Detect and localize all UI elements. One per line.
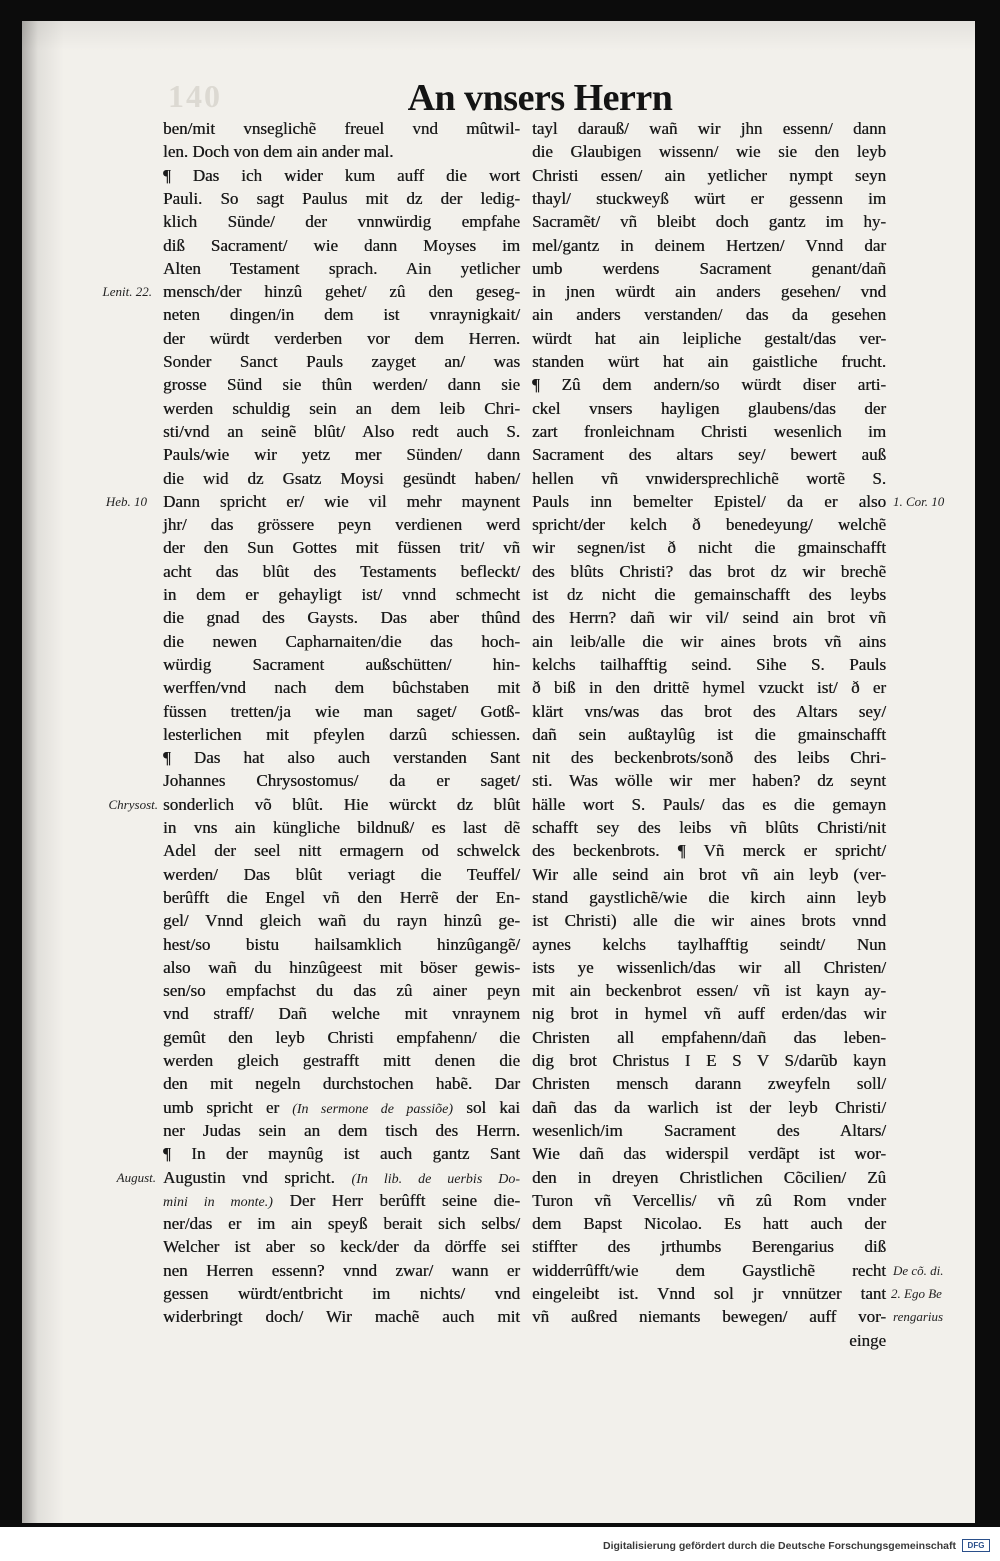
text-line: gessen würdt/entbricht im nichts/ vnd <box>163 1284 520 1303</box>
text-line: berûfft die Engel vñ den Herrẽ der En- <box>163 887 520 907</box>
text-line: klich Sünde/ der vnnwürdig empfahe <box>163 212 520 232</box>
text-line: dig brot Christus I E S V S/darũb kayn <box>532 1051 886 1070</box>
text-line: des Herrn? dañ wir vil/ seind ain brot vñ <box>532 608 886 628</box>
margin-note-chrysostom: Chrysost. <box>108 796 158 812</box>
margin-note-corinthians: 1. Cor. 10 <box>893 493 945 509</box>
margin-note-leviticus: Lenit. 22. <box>102 284 152 300</box>
text-line: dañ sein außtaylûg ist die gmainschafft <box>532 724 886 744</box>
text-segment: Der Herr berûfft seine die- <box>272 1190 521 1210</box>
text-line: sti. Was wölle wir mer haben? dz seynt <box>532 771 886 791</box>
text-line: Johannes Chrysostomus/ da er saget/ <box>163 771 520 791</box>
text-line: Pauli. So sagt Paulus mit dz der ledig- <box>163 188 520 208</box>
text-line: ist Christi) alle die wir aines brots vnnd <box>532 911 886 931</box>
text-line: sonderlich võ blût. Hie würckt dz blût <box>163 794 520 814</box>
footer <box>0 1527 1000 1561</box>
text-line: die gnad des Gaysts. Das aber thûnd <box>163 608 520 628</box>
text-line: also wañ du hinzûgeest mit böser gewis- <box>163 957 520 977</box>
text-line: Christen all empfahenn/dañ das leben- <box>532 1027 886 1047</box>
text-line: widderrûfft/wie dem Gaystlichẽ recht <box>532 1260 886 1280</box>
text-line: umb werdens Sacrament genant/dañ <box>532 258 886 278</box>
text-line: jhr/ das grössere peyn verdienen werd <box>163 515 520 535</box>
text-line: nig brot in hymel vñ auff erden/das wir <box>532 1004 886 1024</box>
inline-citation: (In sermone de passiõe) <box>292 1101 454 1117</box>
text-line: ben/mit vnseglichẽ freuel vnd mûtwil- <box>163 119 520 138</box>
text-line: tayl darauß/ wañ wir jhn essenn/ dann <box>532 119 886 138</box>
right-text-column <box>532 117 886 1357</box>
text-line: ner/das er im ain speyß berait sich selbs/ <box>163 1214 520 1234</box>
text-line: Turon vñ Vercellis/ vñ zû Rom vnder <box>532 1190 886 1210</box>
text-line: vñ außred niemants bewegen/ auff vor- <box>532 1307 886 1327</box>
text-line: nen Herren essenn? vnnd zwar/ wann er <box>163 1260 520 1280</box>
text-line: vnd straff/ Dañ welche mit vnraynem <box>163 1004 520 1024</box>
text-line: Dann spricht er/ wie vil mehr maynent <box>163 491 520 511</box>
text-line: standen würt hat ain gaistliche frucht. <box>532 352 886 371</box>
text-line: Pauls inn bemelter Epistel/ da er also <box>532 491 886 511</box>
text-line: werden/ Das blût veriagt die Teuffel/ <box>163 864 520 884</box>
text-line: Christen mensch darann zweyfeln soll/ <box>532 1074 886 1094</box>
text-line: ¶ Zû dem andern/so würdt diser arti- <box>532 375 886 395</box>
text-line: ists ye wissenlich/das wir all Christen/ <box>532 957 886 977</box>
text-line: die wid dz Gsatz Moysi gesündt haben/ <box>163 468 520 488</box>
margin-note-decretum: rengarius <box>893 1309 944 1325</box>
text-line: den mit negeln durchstochen habẽ. Dar <box>163 1074 520 1094</box>
text-line: hest/so bistu hailsamklich hinzûgangẽ/ <box>163 934 520 954</box>
dfg-logo: DFG <box>962 1539 990 1552</box>
text-line: diß Sacrament/ wie dann Moyses im <box>163 235 520 255</box>
text-line: spricht/der kelch ð benedeyung/ welchẽ <box>532 515 886 535</box>
margin-note-augustine: August. <box>116 1169 156 1185</box>
text-line: ¶ Das hat also auch verstanden Sant <box>163 748 520 768</box>
text-line: werden schuldig sein an dem leib Chri- <box>163 398 520 418</box>
show-through-folio-number: 140 <box>168 78 222 114</box>
text-line: ain leib/alle die wir aines brots vñ ains <box>532 631 886 651</box>
inline-citation: (In lib. de uerbis Do- <box>351 1171 521 1187</box>
text-line: Wie dañ das widerspil verdãpt ist wor- <box>532 1144 886 1164</box>
text-line: würdt hat ain leipliche gestalt/das ver- <box>532 328 886 348</box>
text-line: in vns ain küngliche bildnuß/ es last dẽ <box>163 818 520 837</box>
text-line: werden gleich gestrafft mitt denen die <box>163 1051 520 1070</box>
text-line <box>163 1166 520 1189</box>
inline-citation: mini in monte.) <box>163 1194 273 1210</box>
text-line: dañ das da warlich ist der leyb Christi/ <box>532 1097 886 1117</box>
text-line: sen/so empfachst du das zû ainer peyn <box>163 981 520 1001</box>
text-line: ner Judas sein an dem tisch des Herrn. <box>163 1120 520 1140</box>
text-line: ain anders verstanden/ das da gesehen <box>532 305 886 325</box>
text-line: ist dz nicht die gemainschafft des leybs <box>532 585 886 604</box>
text-line: stiffter des jrthumbs Berengarius diß <box>532 1237 886 1257</box>
text-line: Alten Testament sprach. Ain yetlicher <box>163 258 520 278</box>
text-line <box>163 1096 520 1119</box>
text-line: der würdt verderben vor dem Herren. <box>163 328 520 348</box>
text-line: klärt vns/was das brot des Altars sey/ <box>532 701 886 721</box>
text-line: Sacramẽt/ vñ bleibt doch gantz im hy- <box>532 212 886 232</box>
text-line: hälle wort S. Pauls/ das es die gemayn <box>532 794 886 814</box>
text-line: die Glaubigen wissenn/ wie sie den leyb <box>532 142 886 162</box>
text-line: mit ain beckenbrot essen/ vñ ist kayn ay- <box>532 981 886 1001</box>
margin-note-decretum: De cõ. di. <box>893 1262 944 1278</box>
text-line: len. Doch von dem ain ander mal. <box>163 142 394 162</box>
text-line: Welcher ist aber so keck/der da dörffe sei <box>163 1237 520 1257</box>
text-line: kelchs tailhafftig seind. Sihe S. Pauls <box>532 654 886 674</box>
text-line: Sacrament des altars sey/ bewert auß <box>532 445 886 465</box>
text-line: des beckenbrots. ¶ Vñ merck er spricht/ <box>532 841 886 861</box>
text-segment: sol kai <box>453 1097 520 1117</box>
text-line: neten dingen/in dem ist vnraynigkait/ <box>163 305 520 325</box>
text-line: gel/ Vnnd gleich wañ du rayn hinzû ge- <box>163 911 520 931</box>
text-line: wir segnen/ist ð nicht die gmainschafft <box>532 538 886 558</box>
text-line: dem Bapst Nicolao. Es hatt auch der <box>532 1214 886 1234</box>
text-line: ckel vnsers hayligen glaubens/das der <box>532 398 886 418</box>
text-line: in jnen würdt ain anders gesehen/ vnd <box>532 282 886 302</box>
text-line: schafft sey des leibs vñ blûts Christi/nit <box>532 818 886 837</box>
margin-note-decretum: 2. Ego Be <box>891 1286 942 1301</box>
text-line: eingeleibt ist. Vnnd sol jr vnnützer tant <box>532 1284 886 1303</box>
text-line: werffen/vnd nach dem bûchstaben mit <box>163 678 520 698</box>
text-line <box>163 1189 520 1212</box>
funding-note: Digitalisierung gefördert durch die Deutsche Forschungsgemeinschaft <box>603 1540 956 1552</box>
text-line: die newen Capharnaiten/die das hoch- <box>163 631 520 651</box>
text-line: der den Sun Gottes mit füssen trit/ vñ <box>163 538 520 558</box>
text-line: füssen tretten/ja wie man saget/ Gotß- <box>163 701 520 721</box>
text-line: stand gaystlichẽ/wie die kirch ainn leyb <box>532 887 886 907</box>
text-line: ð biß in den drittẽ hymel vzuckt ist/ ð er <box>532 678 886 698</box>
text-line: sti/vnd an seinẽ blût/ Also redt auch S. <box>163 421 520 441</box>
text-segment: umb spricht er <box>163 1097 293 1117</box>
margin-note-hebrews: Heb. 10 <box>105 493 147 509</box>
text-line: in dem er gehayligt ist/ vnnd schmecht <box>163 585 520 604</box>
text-line: Adel der seel nitt ermagern od schwelck <box>163 841 520 861</box>
text-line: Sonder Sanct Pauls zayget an/ was <box>163 352 520 371</box>
text-line: widerbringt doch/ Wir machẽ auch mit <box>163 1307 520 1327</box>
text-line: hellen vñ vnwidersprechlichẽ wortẽ S. <box>532 468 886 488</box>
text-line: grosse Sünd sie thûn werden/ dann sie <box>163 375 520 395</box>
text-line: des blûts Christi? das brot dz wir brechẽ <box>532 561 886 581</box>
running-title: An vnsers Herrn <box>407 77 673 119</box>
text-line: aynes kelchs taylhafftig seindt/ Nun <box>532 934 886 954</box>
catchword: einge <box>849 1330 886 1350</box>
text-line: zart fronleichnam Christi wesenlich im <box>532 421 886 441</box>
text-line: acht das blût des Testaments befleckt/ <box>163 561 520 581</box>
left-text-column <box>163 117 520 1357</box>
text-line: lesterlichen mit pfeylen darzû schiessen. <box>163 724 520 744</box>
text-line: ¶ Das ich wider kum auff die wort <box>163 165 520 185</box>
text-line: mel/gantz in deinem Hertzen/ Vnnd dar <box>532 235 886 255</box>
text-segment: Augustin vnd spricht. <box>163 1167 352 1187</box>
text-line: mensch/der hinzû gehet/ zû den geseg- <box>163 282 520 302</box>
text-line: Pauls/wie wir yetz mer Sünden/ dann <box>163 445 520 465</box>
text-line: würdig Sacrament außschütten/ hin- <box>163 654 520 674</box>
text-line: nit des beckenbrots/sonð des leibs Chri- <box>532 748 886 768</box>
text-line: ¶ In der maynûg ist auch gantz Sant <box>163 1144 520 1164</box>
text-line: Christi essen/ ain yetlicher nympt seyn <box>532 165 886 185</box>
text-line: thayl/ stuckweyß würt er gessenn im <box>532 188 886 208</box>
text-line: den in dreyen Christlichen Cõcilien/ Zû <box>532 1167 886 1187</box>
text-line: gemût den leyb Christi empfahenn/ die <box>163 1027 520 1047</box>
text-line: wesenlich/im Sacrament des Altars/ <box>532 1120 886 1140</box>
text-line: Wir alle seind ain brot vñ ain leyb (ver- <box>532 864 886 884</box>
